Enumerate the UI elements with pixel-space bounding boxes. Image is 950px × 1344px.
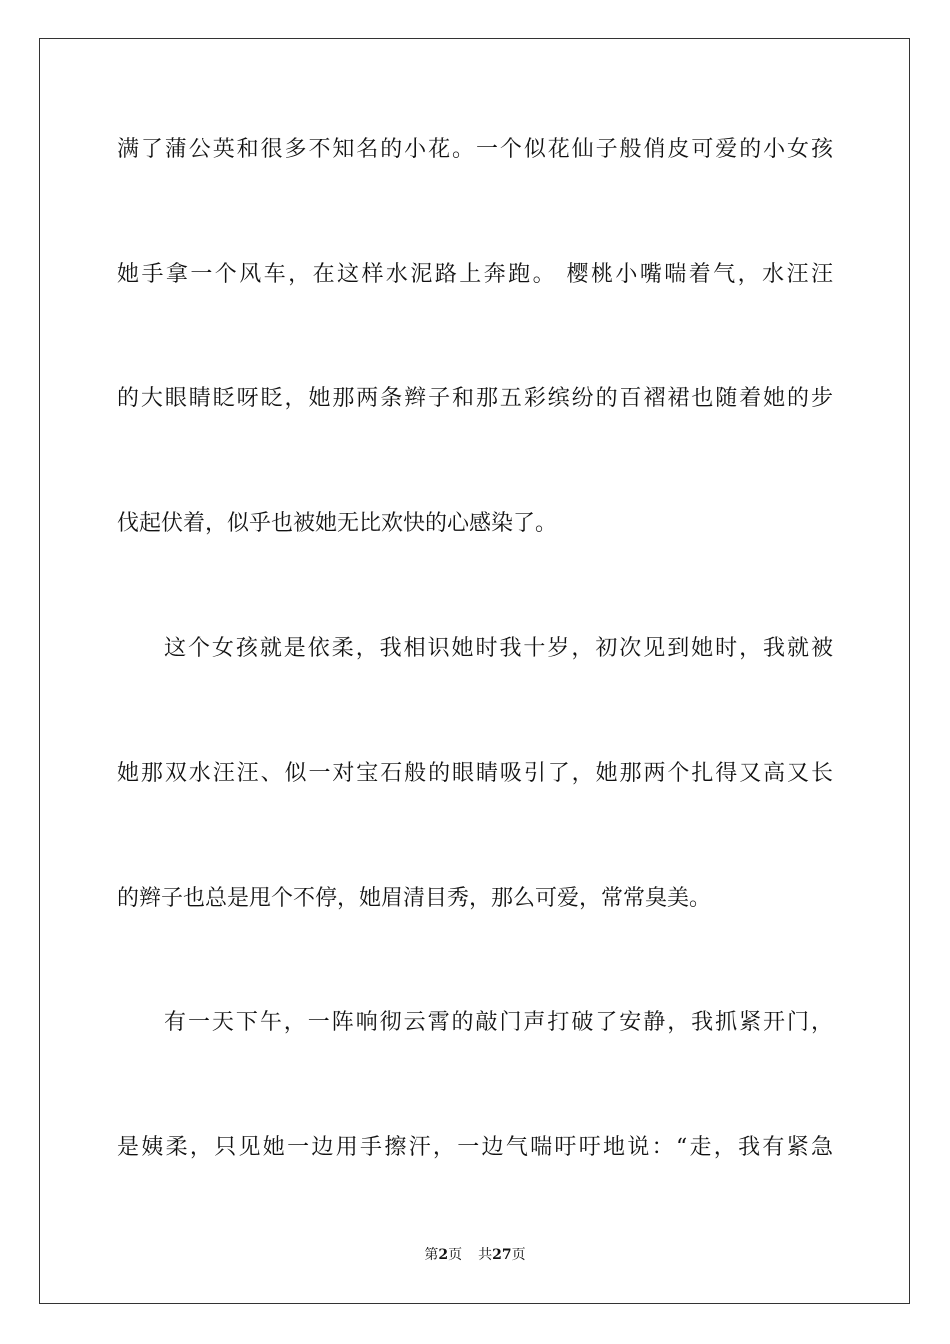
paragraph-first-line: 这个女孩就是依柔，我相识她时我十岁，初次见到她时，我就被 [164,636,833,661]
text-line: 满了蒲公英和很多不知名的小花。一个似花仙子般俏皮可爱的小女孩 [117,137,833,162]
page-border [39,38,910,1304]
text-line: 她那双水汪汪、似一对宝石般的眼睛吸引了，她那两个扎得又高又长 [117,761,833,786]
text-line: 的大眼睛眨呀眨，她那两条辫子和那五彩缤纷的百褶裙也随着她的步 [117,386,833,411]
paragraph-first-line: 有一天下午，一阵响彻云霄的敲门声打破了安静，我抓紧开门， [164,1010,833,1035]
text-line: 的辫子也总是甩个不停，她眉清目秀，那么可爱，常常臭美。 [117,886,712,911]
text-line: 她手拿一个风车，在这样水泥路上奔跑。 樱桃小嘴喘着气，水汪汪 [117,262,833,287]
page-prefix: 第 [424,1247,439,1263]
page-footer [0,1245,950,1265]
page-number: 2 [438,1247,449,1263]
total-pages: 27 [492,1247,512,1263]
text-line: 伐起伏着，似乎也被她无比欢快的心感染了。 [117,511,558,536]
page-suffix: 页 [448,1247,463,1263]
text-line: 是姨柔，只见她一边用手擦汗，一边气喘吁吁地说：“走，我有紧急 [117,1135,833,1160]
total-prefix: 共 [478,1247,493,1263]
total-suffix: 页 [511,1247,526,1263]
